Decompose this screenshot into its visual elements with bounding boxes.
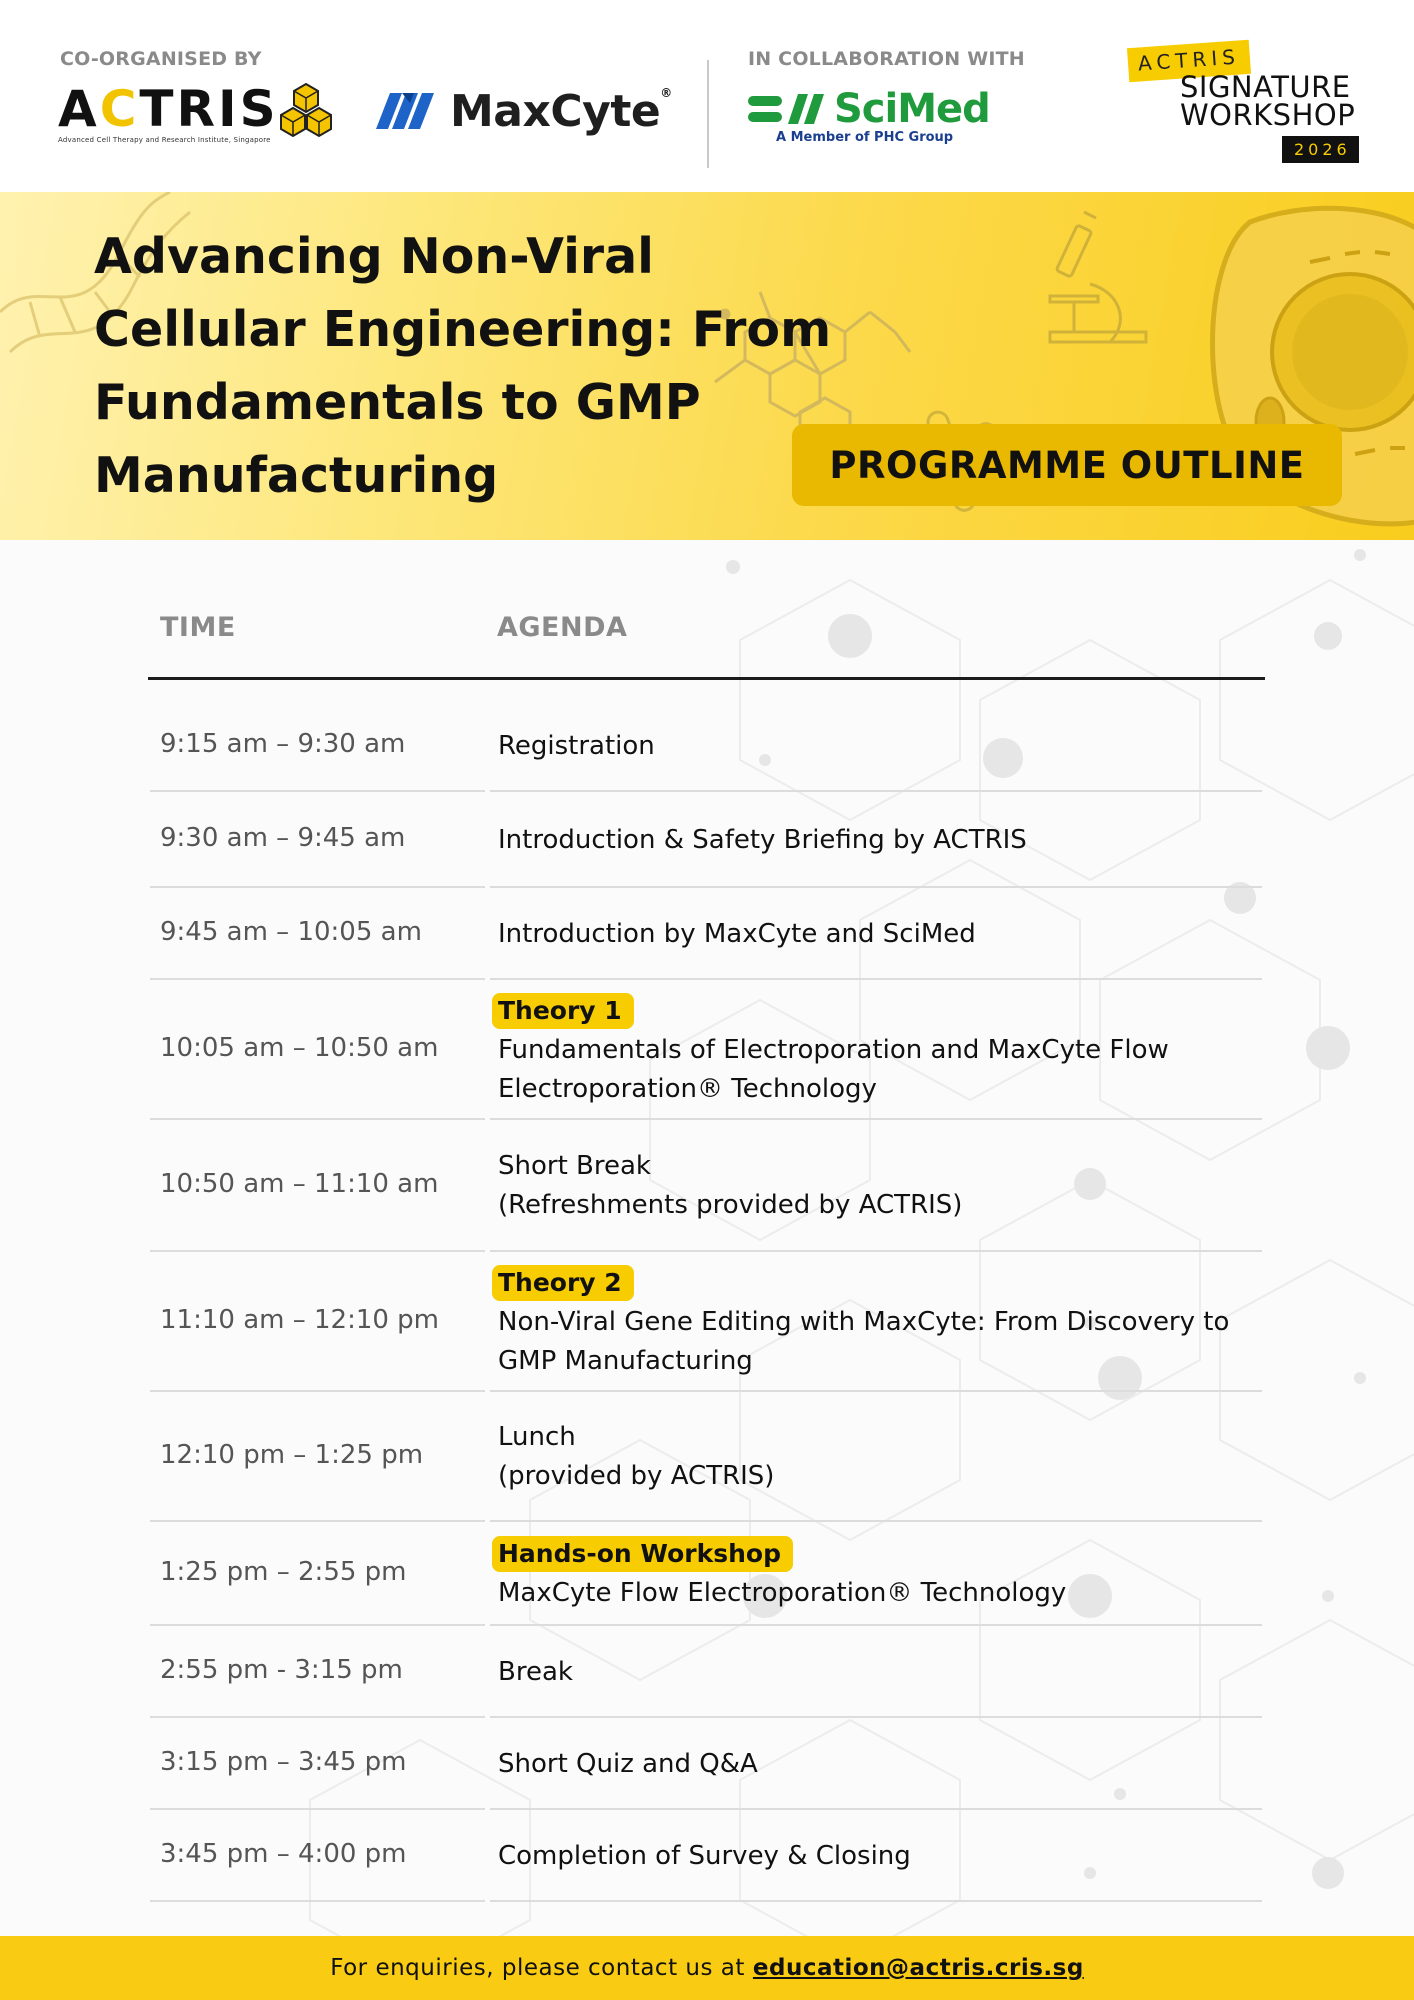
row-time: 3:15 pm – 3:45 pm — [160, 1747, 407, 1777]
table-row — [0, 1252, 1414, 1392]
microscope-icon — [1050, 212, 1146, 342]
header — [0, 0, 1414, 192]
programme-outline-label: PROGRAMME OUTLINE — [829, 443, 1305, 487]
row-time: 3:45 pm – 4:00 pm — [160, 1839, 407, 1869]
agenda-line: Fundamentals of Electroporation and MaxCyte Flow — [498, 1034, 1169, 1065]
agenda-line: Non-Viral Gene Editing with MaxCyte: From Discovery to — [498, 1306, 1230, 1337]
collaboration-label: IN COLLABORATION WITH — [748, 48, 1025, 70]
row-time: 10:50 am – 11:10 am — [160, 1169, 439, 1199]
row-agenda — [498, 1535, 1278, 1613]
row-time: 2:55 pm - 3:15 pm — [160, 1655, 403, 1685]
row-divider — [490, 1900, 1262, 1902]
row-agenda — [498, 915, 1278, 954]
agenda-line: Completion of Survey & Closing — [498, 1840, 911, 1871]
actris-logo — [58, 80, 338, 144]
row-time: 1:25 pm – 2:55 pm — [160, 1557, 407, 1587]
agenda-line: GMP Manufacturing — [498, 1345, 753, 1376]
signature-line1: SIGNATURE — [1180, 70, 1351, 104]
agenda-line: (provided by ACTRIS) — [498, 1461, 775, 1491]
row-agenda — [498, 1147, 1278, 1225]
row-agenda — [498, 992, 1278, 1109]
agenda-line: Registration — [498, 730, 655, 761]
programme-table — [0, 540, 1414, 1936]
agenda-line: Electroporation® Technology — [498, 1073, 877, 1104]
column-header-agenda: AGENDA — [497, 612, 628, 643]
row-time: 9:45 am – 10:05 am — [160, 917, 422, 947]
agenda-line: Lunch — [498, 1422, 576, 1452]
agenda-line: Introduction & Safety Briefing by ACTRIS — [498, 824, 1027, 855]
signature-year: 2026 — [1282, 136, 1359, 163]
programme-outline-badge — [792, 424, 1342, 506]
actris-logo-text: ACTRIS — [58, 80, 279, 138]
agenda-line: Short Quiz and Q&A — [498, 1748, 758, 1779]
row-time: 11:10 am – 12:10 pm — [160, 1305, 440, 1335]
row-divider — [150, 1900, 485, 1902]
co-organised-label: CO-ORGANISED BY — [60, 48, 262, 70]
row-agenda — [498, 1745, 1278, 1784]
signature-workshop-badge — [1128, 44, 1368, 174]
agenda-line: Break — [498, 1656, 573, 1687]
table-row — [0, 700, 1414, 792]
agenda-line: Short Break — [498, 1151, 651, 1181]
footer-text: For enquiries, please contact us at — [330, 1955, 745, 1981]
cube-cluster-icon — [278, 82, 334, 140]
table-row — [0, 1626, 1414, 1718]
agenda-line: Introduction by MaxCyte and SciMed — [498, 918, 976, 949]
table-row — [0, 1392, 1414, 1522]
scimed-logo-subtitle: A Member of PHC Group — [776, 130, 954, 145]
actris-logo-subtitle: Advanced Cell Therapy and Research Institute, Singapore — [58, 136, 271, 144]
row-time: 12:10 pm – 1:25 pm — [160, 1440, 424, 1470]
agenda-line: MaxCyte Flow Electroporation® Technology — [498, 1578, 1067, 1608]
session-tag: Theory 2 — [492, 1265, 634, 1301]
title-banner — [0, 192, 1414, 540]
scimed-logo-text: SciMed — [834, 86, 990, 132]
row-time: 9:15 am – 9:30 am — [160, 729, 406, 759]
row-time: 10:05 am – 10:50 am — [160, 1033, 439, 1063]
row-agenda — [498, 727, 1278, 766]
row-agenda — [498, 1264, 1278, 1381]
table-row — [0, 1810, 1414, 1902]
maxcyte-logo-text: MaxCyte — [450, 85, 661, 137]
session-tag: Hands-on Workshop — [492, 1536, 793, 1572]
table-row — [0, 888, 1414, 980]
row-agenda — [498, 821, 1278, 860]
table-row — [0, 980, 1414, 1120]
page-title: Advancing Non-Viral Cellular Engineering: From Fundamentals to GMP Manufacturing — [94, 228, 832, 504]
column-header-time: TIME — [160, 612, 236, 643]
scimed-mark-icon — [746, 90, 834, 128]
header-divider — [707, 60, 709, 168]
row-agenda — [498, 1653, 1278, 1692]
row-time: 9:30 am – 9:45 am — [160, 823, 406, 853]
contact-email-link[interactable]: education@actris.cris.sg — [752, 1955, 1084, 1981]
footer — [0, 1936, 1414, 2000]
maxcyte-mark-icon — [376, 91, 442, 131]
agenda-line: (Refreshments provided by ACTRIS) — [498, 1190, 963, 1220]
maxcyte-logo: MaxCyte ® — [376, 86, 672, 136]
signature-line2: WORKSHOP — [1180, 98, 1356, 132]
table-row — [0, 792, 1414, 888]
row-agenda — [498, 1418, 1278, 1496]
table-row — [0, 1522, 1414, 1626]
row-agenda — [498, 1837, 1278, 1876]
session-tag: Theory 1 — [492, 993, 634, 1029]
table-row — [0, 1718, 1414, 1810]
header-rule — [148, 677, 1265, 680]
signature-tag: ACTRIS — [1127, 40, 1251, 82]
scimed-logo — [746, 88, 990, 145]
table-row — [0, 1120, 1414, 1252]
